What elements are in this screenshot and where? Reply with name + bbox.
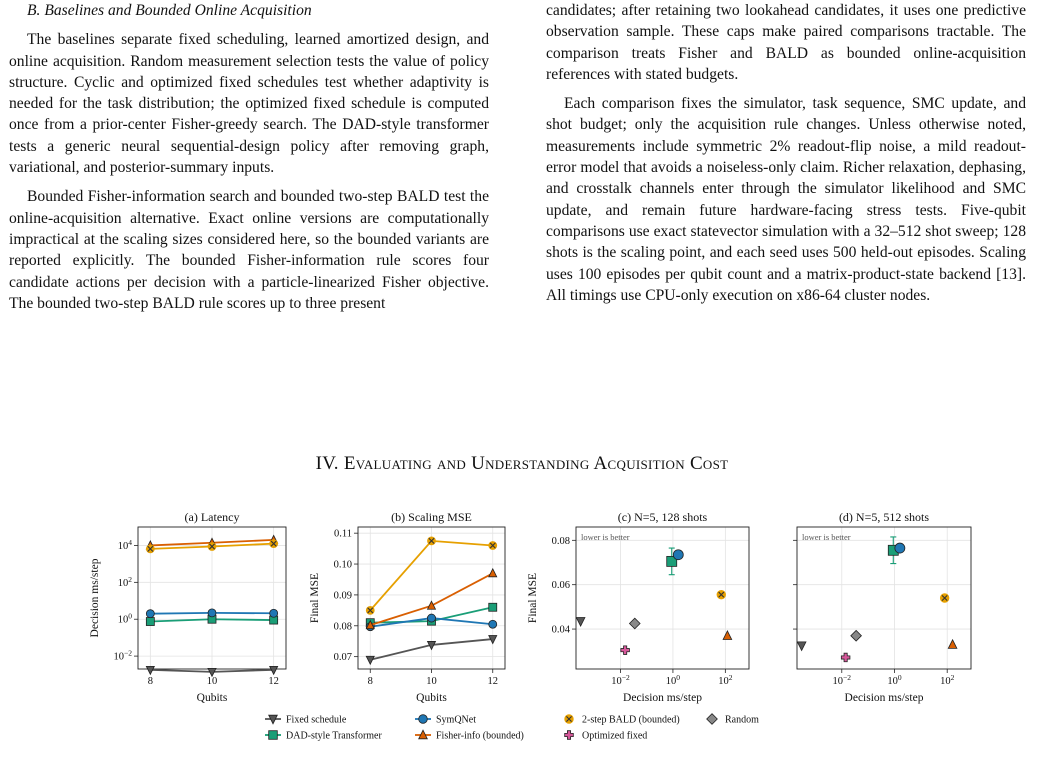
y-tick-label: 0.08 xyxy=(551,535,570,547)
data-point xyxy=(948,640,957,649)
y-tick-label: 0.04 xyxy=(551,624,570,636)
x-tick-label: $10^2$ xyxy=(718,673,733,687)
data-point xyxy=(673,550,683,560)
x-tick-label: 10 xyxy=(206,676,218,687)
x-axis-label: Decision ms/step xyxy=(844,692,924,704)
x-tick-label: 10 xyxy=(426,676,437,687)
legend-label: Fixed schedule xyxy=(286,714,347,726)
legend-item xyxy=(265,731,382,742)
chart-panel xyxy=(309,510,505,704)
data-point xyxy=(621,646,630,655)
x-tick-label: $10^0$ xyxy=(887,673,902,687)
x-axis-label: Qubits xyxy=(416,692,447,704)
data-point xyxy=(489,569,497,577)
y-axis-label: Final MSE xyxy=(527,572,539,624)
left-column xyxy=(9,0,489,314)
data-point xyxy=(489,603,497,611)
legend-item xyxy=(565,715,680,726)
y-tick-label: 0.07 xyxy=(333,652,352,664)
subsection-heading: B. Baselines and Bounded Online Acquisition xyxy=(27,2,312,19)
right-column xyxy=(546,0,1026,306)
chart-panel xyxy=(527,510,749,704)
data-point xyxy=(841,653,850,662)
paragraph: The baselines separate fixed scheduling, learned amortized design, and online acquisition. Random measurement selection tests the value of policy structure. Cyclic and optimized fixed schedules test whether adaptivity is needed for the task distribution; the optimized fixed schedule is computed once from a prior-center Fisher-greedy search. The DAD-style transformer tests a generic neural sequential-design policy after removing graph, variational, and posterior-summary inputs. xyxy=(9,31,489,177)
y-axis-label: Final MSE xyxy=(309,572,321,624)
y-tick-label: $10^2$ xyxy=(117,574,132,589)
y-tick-label: $10^{-2}$ xyxy=(113,648,132,663)
x-tick-label: 8 xyxy=(367,676,373,687)
legend-marker xyxy=(269,731,278,740)
paragraph: Each comparison fixes the simulator, task sequence, SMC update, and shot budget; only the acquisition rule changes. Unless otherwise noted, measurements include symmetric 2% readout-flip noise, a mild readout-error model that avoids a noiseless-only claim. Richer relaxation, dephasing, and crosstalk channels enter through the simulator likelihood and SMC update, and remain future hardware-facing stress tests. Five-qubit comparisons use exact statevector simulation with a 32–512 shot sweep; 128 shots is the scaling point, and each seed uses 500 held-out episodes. Scaling uses 100 episodes per qubit count and a matrix-product-state backend [13]. All timings use CPU-only execution on x86-64 cluster nodes. xyxy=(546,95,1026,304)
chart-annotation: lower is better xyxy=(802,532,851,542)
section-numeral: IV. xyxy=(315,453,339,474)
y-tick-label: 0.08 xyxy=(333,621,352,633)
data-point xyxy=(723,631,732,640)
legend-label: Fisher-info (bounded) xyxy=(436,730,524,742)
data-point xyxy=(428,614,436,622)
data-point xyxy=(366,656,374,664)
data-point xyxy=(895,543,905,553)
x-axis-label: Qubits xyxy=(196,692,228,704)
chart-annotation: lower is better xyxy=(581,532,630,542)
chart-title: (a) Latency xyxy=(184,510,240,524)
legend-marker xyxy=(707,714,718,725)
legend-label: DAD-style Transformer xyxy=(286,730,382,742)
x-tick-label: 8 xyxy=(147,676,153,687)
data-point xyxy=(629,618,640,629)
data-point xyxy=(851,630,862,641)
data-point xyxy=(270,609,278,617)
legend-item xyxy=(565,731,648,742)
legend-label: 2-step BALD (bounded) xyxy=(582,714,680,726)
y-tick-label: 0.09 xyxy=(333,590,352,602)
x-tick-label: 12 xyxy=(268,676,279,687)
chart-title: (b) Scaling MSE xyxy=(391,510,472,524)
x-tick-label: $10^2$ xyxy=(940,673,955,687)
x-tick-label: $10^{-2}$ xyxy=(832,673,852,687)
y-tick-label: 0.06 xyxy=(551,580,570,592)
chart-title: (d) N=5, 512 shots xyxy=(838,510,930,524)
y-tick-label: $10^4$ xyxy=(117,537,132,552)
legend-item xyxy=(415,730,524,741)
y-tick-label: 0.10 xyxy=(333,559,352,571)
chart-panel xyxy=(793,510,971,704)
data-point xyxy=(146,618,154,626)
legend xyxy=(265,714,759,742)
y-tick-label: $10^0$ xyxy=(117,611,132,626)
data-point xyxy=(489,620,497,628)
legend-item xyxy=(265,715,347,726)
chart-title: (c) N=5, 128 shots xyxy=(617,510,708,524)
legend-item xyxy=(415,715,476,726)
section-heading xyxy=(0,453,1044,475)
figure-svg xyxy=(0,500,1044,761)
y-tick-label: 0.11 xyxy=(334,528,352,540)
x-tick-label: $10^0$ xyxy=(665,673,681,687)
chart-panel xyxy=(89,510,286,704)
legend-label: SymQNet xyxy=(436,714,476,726)
data-point xyxy=(797,642,806,651)
section-title: Evaluating and Understanding Acquisition Cost xyxy=(343,453,729,474)
x-axis-label: Decision ms/step xyxy=(623,692,702,704)
data-point xyxy=(576,617,585,626)
legend-label: Optimized fixed xyxy=(582,730,648,742)
x-tick-label: 12 xyxy=(487,676,498,687)
legend-label: Random xyxy=(725,714,759,726)
legend-item xyxy=(707,714,759,726)
paragraph: candidates; after retaining two lookahead candidates, it uses one predictive observation sample. These caps make paired comparisons tractable. The comparison treats Fisher and BALD as bounded online-acquisition references with stated budgets. xyxy=(546,2,1026,83)
data-point xyxy=(208,609,216,617)
legend-marker xyxy=(419,715,428,724)
data-point xyxy=(146,610,154,618)
paragraph: Bounded Fisher-information search and bounded two-step BALD test the online-acquisition alternative. Exact online versions are computationally impractical at the scaling sizes considered here, so the bounded variants are reported explicitly. The bounded Fisher-information rule scores four candidate actions per decision with a particle-linearized Fisher objective. The bounded two-step BALD rule scores up to three present xyxy=(9,188,489,312)
figure xyxy=(0,500,1044,761)
y-axis-label: Decision ms/step xyxy=(89,558,101,638)
x-tick-label: $10^{-2}$ xyxy=(611,673,630,687)
legend-marker xyxy=(565,731,574,740)
